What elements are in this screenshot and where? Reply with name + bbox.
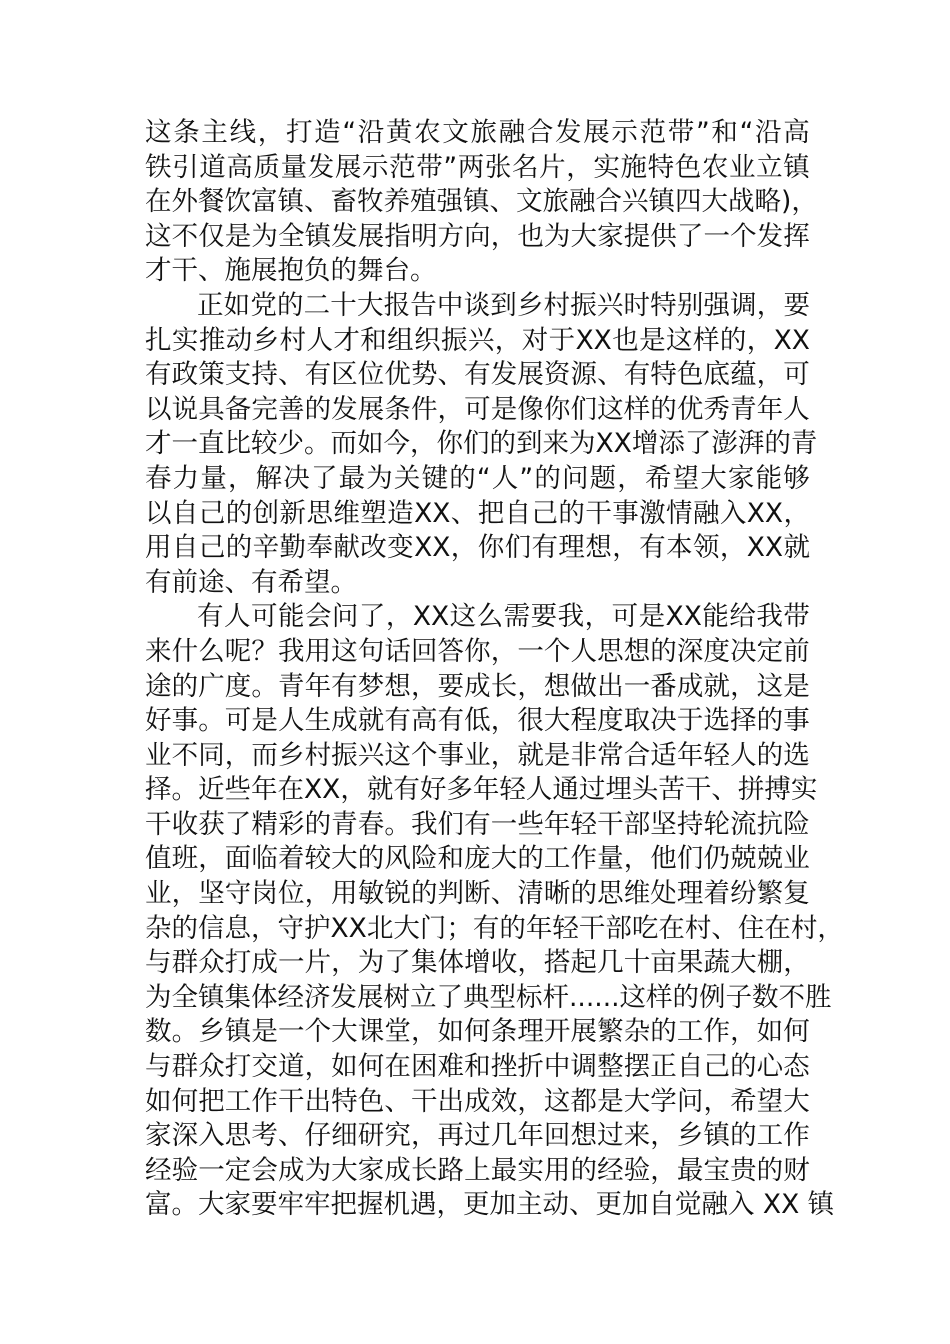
text-line: 途 的 广 度 。 青 年 有 梦 想 ， 要 成 长 ， 想 做 出 一 番 成 就 ， 这 是 <box>145 670 810 702</box>
text-line: 业 ， 坚 守 岗 位 ， 用 敏 锐 的 判 断 、 清 晰 的 思 维 处 理 着 纷 繁 复 <box>145 878 810 910</box>
text-line: 在 外 餐 饮 富 镇 、 畜 牧 养 殖 强 镇 、 文 旅 融 合 兴 镇 四 大 战 略 ) ， <box>145 186 818 218</box>
text-line: 来 什 么 呢 ？ 我 用 这 句 话 回 答 你 ， 一 个 人 思 想 的 深 度 决 定 前 <box>145 635 810 667</box>
text-line: 与 群 众 打 交 道 ， 如 何 在 困 难 和 挫 折 中 调 整 摆 正 自 己 的 心 态 <box>145 1051 810 1083</box>
text-line: 杂 的 信 息 ， 守 护 XX 北 大 门 ； 有 的 年 轻 干 部 吃 在 村 、 住 在 村 ， <box>145 912 844 944</box>
text-line: 有 政 策 支 持 、 有 区 位 优 势 、 有 发 展 资 源 、 有 特 色 底 蕴 ， 可 <box>145 359 810 391</box>
text-line: 春 力 量 ， 解 决 了 最 为 关 键 的 “ 人 ” 的 问 题 ， 希 望 大 家 能 够 <box>145 462 810 494</box>
text-line: 家 深 入 思 考 、 仔 细 研 究 ， 再 过 几 年 回 想 过 来 ， 乡 镇 的 工 作 <box>145 1120 810 1152</box>
paragraph <box>145 116 818 289</box>
text-line: 扎 实 推 动 乡 村 人 才 和 组 织 振 兴 ， 对 于 XX 也 是 这 样 的 ， XX <box>145 324 810 356</box>
text-line: 以 自 己 的 创 新 思 维 塑 造 XX 、 把 自 己 的 干 事 激 情 融 入 XX ， <box>145 497 810 529</box>
text-line: 富。大家要牢牢把握机遇，更加主动、更加自觉融入 XX 镇 <box>145 1189 835 1221</box>
paragraph <box>145 289 818 600</box>
text-line: 择 。 近 些 年 在 XX ， 就 有 好 多 年 轻 人 通 过 埋 头 苦 干 、 拼 搏 实 <box>145 774 818 806</box>
text-line: 为 全 镇 集 体 经 济 发 展 树 立 了 典 型 标 杆 ...... 这 样 的 例 子 数 不 胜 <box>145 981 832 1013</box>
text-line: 好 事 。 可 是 人 生 成 就 有 高 有 低 ， 很 大 程 度 取 决 于 选 择 的 事 <box>145 705 810 737</box>
text-line: 这 不 仅 是 为 全 镇 发 展 指 明 方 向 ， 也 为 大 家 提 供 了 一 个 发 挥 <box>145 220 810 252</box>
text-line: 干 收 获 了 精 彩 的 青 春 。 我 们 有 一 些 年 轻 干 部 坚 持 轮 流 抗 险 <box>145 808 810 840</box>
text-line: 业 不 同 ， 而 乡 村 振 兴 这 个 事 业 ， 就 是 非 常 合 适 年 轻 人 的 选 <box>145 739 810 771</box>
text-line: 值 班 ， 面 临 着 较 大 的 风 险 和 庞 大 的 工 作 量 ， 他 们 仍 兢 兢 业 <box>145 843 810 875</box>
text-line: 才 一 直 比 较 少 。 而 如 今 ， 你 们 的 到 来 为 XX 增 添 了 澎 湃 的 青 <box>145 428 818 460</box>
body-text <box>145 116 844 1223</box>
text-line: 经 验 一 定 会 成 为 大 家 成 长 路 上 最 实 用 的 经 验 ， 最 宝 贵 的 财 <box>145 1154 810 1186</box>
text-line: 用 自 己 的 辛 勤 奉 献 改 变 XX ， 你 们 有 理 想 ， 有 本 领 ， XX 就 <box>145 532 810 564</box>
paragraph <box>145 600 844 1223</box>
text-line: 与 群 众 打 成 一 片 ， 为 了 集 体 增 收 ， 搭 起 几 十 亩 果 蔬 大 棚 ， <box>145 947 810 979</box>
text-line: 以 说 具 备 完 善 的 发 展 条 件 ， 可 是 像 你 们 这 样 的 优 秀 青 年 人 <box>145 393 810 425</box>
text-line: 正 如 党 的 二 十 大 报 告 中 谈 到 乡 村 振 兴 时 特 别 强 调 ， 要 <box>197 289 810 321</box>
text-line: 有前途、有希望。 <box>145 566 357 598</box>
text-line: 数 。 乡 镇 是 一 个 大 课 堂 ， 如 何 条 理 开 展 繁 杂 的 工 作 ， 如 何 <box>145 1016 810 1048</box>
text-line: 如 何 把 工 作 干 出 特 色 、 干 出 成 效 ， 这 都 是 大 学 问 ， 希 望 大 <box>145 1085 810 1117</box>
text-line: 才干、施展抱负的舞台。 <box>145 255 437 287</box>
text-line: 有 人 可 能 会 问 了 ， XX 这 么 需 要 我 ， 可 是 XX 能 给 我 带 <box>197 601 810 633</box>
text-line: 铁 引 道 高 质 量 发 展 示 范 带 ” 两 张 名 片 ， 实 施 特 色 农 业 立 镇 <box>145 151 810 183</box>
text-line: 这 条 主 线 ， 打 造 “ 沿 黄 农 文 旅 融 合 发 展 示 范 带 ” 和 “ 沿 高 <box>145 117 810 148</box>
